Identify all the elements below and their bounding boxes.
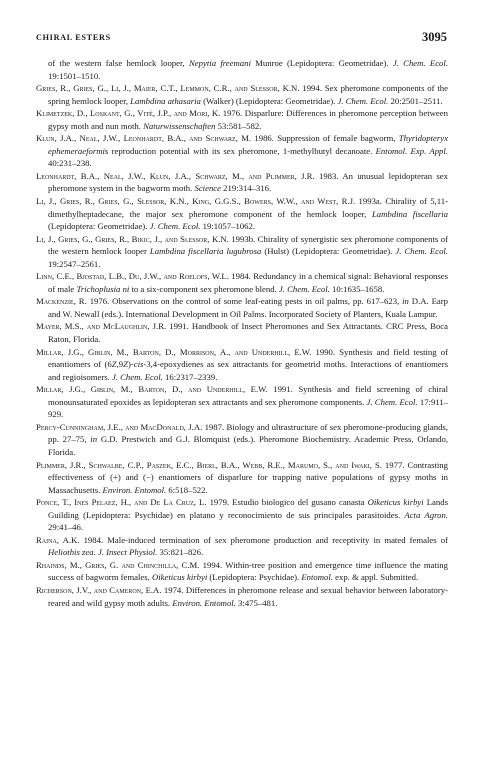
reference-text: 53:581–582. (215, 120, 262, 131)
reference-text: 1976. Observations on the control of some leaf-eating pests in oil palms, pp. 617–623, (86, 296, 403, 307)
reference-italic-text: J. Chem. Ecol. (366, 396, 418, 407)
reference-entry (36, 459, 448, 497)
reference-text: to a six-component sex pheromone blend. (129, 283, 279, 294)
reference-text: of the western false hemlock looper, (48, 58, 190, 68)
reference-italic-text: Z (123, 359, 128, 370)
reference-text: 1984. Redundancy in a chemical signal: Behavioral responses of male (48, 271, 448, 294)
reference-text: 35:821–826. (157, 547, 204, 558)
reference-italic-text: J. Chem. Ecol. (395, 246, 448, 257)
reference-authors: Li, J., Gries, R., Gries, G., Slessor, K.N., King, G.G.S., Bowers, W.W., and West, R.J. (36, 196, 356, 207)
reference-italic-text: Heliothis zea (48, 547, 94, 558)
reference-authors: Millar, J.G., Giblin, M., Barton, D., and Underhill, E.W. (36, 384, 268, 395)
reference-italic-text: Nepytia freemani (189, 58, 251, 68)
reference-text: 219:314–316. (221, 183, 272, 194)
reference-text: 1977. Contrasting effectiveness of (+) and (−) enantiomers of disparlure for trapping native populations of gypsy moths in Massachusetts. (48, 459, 448, 495)
reference-authors: Mayer, M.S., and McLaughlin, J.R. (36, 321, 167, 332)
reference-entry-continued (36, 57, 448, 82)
reference-entry (36, 82, 448, 107)
reference-text: 1983. An unusual lepidopteran sex pheromone system in the bagworm moth. (48, 170, 448, 194)
reference-authors: Percy-Cunningham, J.E., and MacDonald, J.A. (36, 421, 203, 432)
running-title: CHIRAL ESTERS (36, 33, 111, 42)
reference-text: (Lepidoptera: Geometridae). (48, 221, 150, 232)
reference-italic-text: Environ. Entomol. (102, 484, 167, 495)
reference-authors: Millar, J.G., Giblin, M., Barton, D., Morrison, A., and Underhill, E.W. (36, 346, 312, 357)
reference-text: 1991. Handbook of Insect Pheromones and Sex Attractants. CRC Press, Boca Raton, Florida. (48, 321, 449, 345)
reference-authors: Klimetzek, D., Loskant, G., Vité, J.P., and Mori, K. (36, 108, 221, 119)
reference-italic-text: Trichoplusia ni (76, 283, 130, 294)
reference-entry (36, 107, 448, 132)
reference-authors: Raina, A.K. (36, 534, 80, 545)
reference-authors: Plimmer, J.R., Schwalbe, C.P., Paszek, E.C., Bierl, B.A., Webb, R.E., Marumo, S., and Iwaki, S. (36, 459, 382, 470)
reference-italic-text: J. Chem. Ecol. (278, 283, 330, 294)
reference-text: 1993b. Chirality of synergistic sex pheromone components of the western hemlock looper (48, 233, 448, 257)
reference-text: -3,4-epoxydienes as sex attractants for geometrid moths. Interactions of enantiomers and regioisomers. (48, 359, 449, 382)
reference-entry (36, 320, 448, 345)
reference-text: 16:2317–2339. (162, 371, 218, 382)
reference-italic-text: Entomol. Exp. Appl. (375, 145, 448, 156)
reference-text: 1976. Disparlure: Differences in pheromone perception between gypsy moth and nun moth. (48, 108, 448, 131)
reference-text: 19:1057–1062. (200, 221, 256, 232)
reference-text: D.A. Earp and W. Newall (eds.). International Development in Oil Palms. Incorporated Society of Planters, Kuala Lampur. (48, 296, 449, 319)
reference-text: (Walker) (Lepidoptera: Geometridae). (200, 95, 338, 106)
reference-text: 19:2547–2561. (48, 258, 101, 269)
reference-entry (36, 270, 448, 295)
reference-text: 1986. Suppression of female bagworm, (251, 133, 399, 144)
reference-text: 1994. Sex pheromone components of the spring hemlock looper, (48, 83, 448, 106)
reference-italic-text: J. Chem. Ecol. (337, 95, 389, 106)
reference-text: 19:1501–1510. (48, 70, 101, 81)
reference-italic-text: Science (194, 183, 221, 194)
reference-entry (36, 346, 448, 384)
reference-text: )- (127, 359, 134, 370)
reference-authors: Klun, J.A., Neal, J.W., Leonhardt, B.A., and Schwarz, M. (36, 133, 252, 144)
reference-italic-text: cis (133, 359, 144, 370)
reference-italic-text: J. Chem. Ecol. (392, 58, 448, 68)
reference-italic-text: Thyridopteryx ephemeraeformis (48, 133, 449, 156)
reference-italic-text: Lambdina fiscellaria (371, 208, 449, 219)
reference-italic-text: Acta Agron. (404, 509, 448, 520)
reference-text: exp. & appl. Submitted. (332, 572, 419, 583)
reference-italic-text: Naturwissenschaften (143, 120, 216, 131)
reference-entry (36, 295, 448, 320)
reference-italic-text: Entomol. (301, 572, 333, 583)
reference-italic-text: Oiketicus kirbyi (151, 572, 208, 583)
reference-italic-text: J. Insect Physiol. (97, 547, 158, 558)
page-number: 3095 (422, 30, 447, 44)
reference-text: G.D. Prestwich and G.J. Blomquist (eds.). Pheromone Biochemistry. Academic Press, Orlando, Florida. (48, 434, 449, 457)
reference-authors: Ponce, T., Ines Pelaez, H., and De La Cruz, L. (36, 497, 207, 508)
reference-text: 40:231–238. (48, 158, 92, 169)
reference-italic-text: J. Chem. Ecol. (111, 371, 163, 382)
reference-text: 17:911–929. (48, 396, 448, 420)
reference-entry (36, 421, 448, 459)
reference-text: 1987. Biology and ultrastructure of sex pheromone-producing glands, pp. 27–75, (48, 421, 448, 445)
reference-text: 29:41–46. (48, 522, 83, 533)
reference-text: Lands Guilding (Lepidoptera: Psychidae) en platano y reconocimiento de sus principales parasitoides. (48, 497, 448, 520)
reference-entry (36, 233, 448, 271)
reference-entry (36, 534, 448, 559)
reference-italic-text: Z (111, 359, 117, 370)
reference-italic-text: Environ. Entomol. (172, 597, 236, 608)
reference-text: 1984. Male-induced termination of sex pheromone production and receptivity in mated females of (79, 534, 448, 545)
reference-text: 1993a. Chirality of 5,11-dimethylheptadecane, the major sex pheromone component of the hemlock looper, (48, 196, 448, 219)
reference-text: 1994. Within-tree position and emergence time influence the mating success of bagworm females, (48, 559, 448, 583)
reference-text: 6:518–522. (166, 484, 208, 495)
reference-italic-text: J. Chem. Ecol. (149, 221, 201, 232)
reference-text: 1991. Synthesis and field screening of chiral monounsaturated epoxides as lepidopteran sex attractants and sex pheromone components. (48, 384, 449, 407)
reference-authors: Li, J., Gries, G., Gries, R., Bikic, J., and Slessor, K.N. (36, 233, 229, 244)
reference-entry (36, 584, 448, 609)
reference-entry (36, 559, 448, 584)
reference-text: 1979. Estudio biologico del gusano canasta (206, 497, 368, 508)
reference-text: Munroe (Lepidoptera: Geometridae). (250, 58, 393, 68)
reference-authors: Rhainds, M., Gries, G. and Chinchilla, C.M. (36, 559, 200, 570)
reference-authors: Linn, C.E., Bjostad, L.B., Du, J.W., and Roelofs, W.L. (36, 271, 229, 282)
reference-authors: Leonhardt, B.A., Neal, J.W., Klun, J.A., Schwarz, M., and Plimmer, J.R. (36, 170, 315, 181)
reference-italic-text: in (90, 434, 98, 445)
reference-text: . (93, 547, 98, 558)
reference-text: (Lepidoptera: Psychidae). (207, 572, 302, 583)
reference-text: 3:475–481. (235, 597, 278, 608)
reference-entry (36, 195, 448, 233)
reference-text: reproduction potential with its sex pheromone, 1-methylbutyl decanoate. (108, 145, 376, 156)
reference-authors: Mackenzie, R. (36, 296, 87, 307)
reference-text: 1974. Differences in pheromone release and sexual behavior between laboratory-reared and wild gypsy moth adults. (48, 584, 448, 608)
reference-text: (Hulst) (Lepidoptera: Geometridae). (261, 246, 396, 257)
reference-authors: Gries, R., Gries, G., Li, J., Maier, C.T., Lemmon, C.R., and Slessor, K.N. (36, 83, 300, 94)
reference-entry (36, 496, 448, 534)
reference-italic-text: Oiketicus kirbyi (367, 497, 424, 508)
reference-text: 20:2501–2511. (388, 95, 443, 106)
reference-italic-text: in (402, 296, 409, 307)
reference-list (36, 57, 448, 609)
reference-text: 10:1635–1658. (329, 283, 385, 294)
reference-italic-text: Lambdina athasaria (130, 95, 201, 106)
reference-entry (36, 170, 448, 195)
reference-text: 1990. Synthesis and field testing of enantiomers of (6 (48, 346, 448, 370)
reference-italic-text: Lambdina fiscellaria lugubrosa (149, 246, 262, 257)
reference-text: ,9 (116, 359, 124, 370)
reference-entry (36, 383, 448, 421)
reference-authors: Richerson, J.V., and Cameron, E.A. (36, 584, 162, 595)
page-header (36, 30, 447, 46)
reference-entry (36, 132, 448, 170)
